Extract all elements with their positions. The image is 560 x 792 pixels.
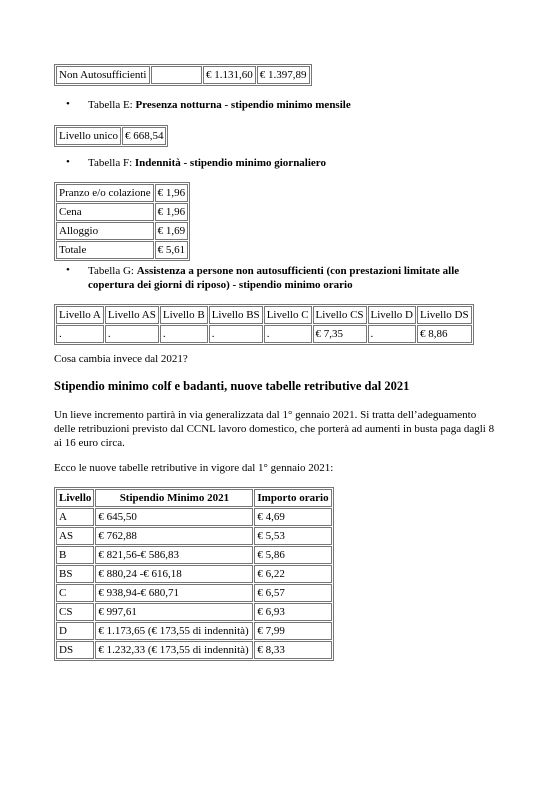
column-header: Livello A	[56, 306, 104, 324]
table-row	[56, 641, 332, 659]
table-row	[56, 584, 332, 602]
table-row	[56, 622, 332, 640]
table-g	[54, 304, 474, 345]
column-header: Livello B	[160, 306, 208, 324]
level-cell: C	[56, 584, 94, 602]
salary-cell: € 821,56-€ 586,83	[95, 546, 253, 564]
value-cell: € 1.131,60	[203, 66, 256, 84]
value-cell: € 1,96	[155, 203, 189, 221]
tables-intro-text: Ecco le nuove tabelle retributive in vigore dal 1° gennaio 2021:	[54, 462, 334, 474]
hourly-cell: € 6,57	[254, 584, 331, 602]
bullet-icon: •	[66, 264, 70, 276]
intro-line: ai 16 euro circa.	[54, 437, 125, 449]
bullet-prefix: Tabella F:	[88, 157, 135, 169]
row-label: Alloggio	[56, 222, 154, 240]
hourly-cell: € 6,93	[254, 603, 331, 621]
non-autosufficienti-table	[54, 64, 312, 86]
row-label: Non Autosufficienti	[56, 66, 150, 84]
level-cell: B	[56, 546, 94, 564]
table-row	[56, 127, 166, 145]
value-cell: € 7,35	[313, 325, 367, 343]
table-row	[56, 222, 188, 240]
table-f	[54, 182, 190, 261]
column-header: Livello AS	[105, 306, 159, 324]
bullet-bold: Assistenza a persone non autosufficienti (con prestazioni limitate alle copertura dei giorni di riposo) - stipendio minimo orario	[88, 265, 460, 291]
bullet-prefix: Tabella G:	[88, 265, 137, 277]
section-heading: Stipendio minimo colf e badanti, nuove tabelle retributive dal 2021	[54, 379, 410, 393]
value-cell: .	[160, 325, 208, 343]
table-row	[56, 203, 188, 221]
column-header: Livello	[56, 489, 94, 507]
salary-cell: € 1.232,33 (€ 173,55 di indennità)	[95, 641, 253, 659]
level-cell: DS	[56, 641, 94, 659]
table-header-row	[56, 306, 472, 324]
salary-cell: € 645,50	[95, 508, 253, 526]
column-header: Livello D	[368, 306, 416, 324]
bullet-icon: •	[66, 156, 70, 168]
value-cell: .	[264, 325, 312, 343]
value-cell: € 1,69	[155, 222, 189, 240]
value-cell: .	[368, 325, 416, 343]
table-row	[56, 603, 332, 621]
salary-cell: € 1.173,65 (€ 173,55 di indennità)	[95, 622, 253, 640]
table-row	[56, 508, 332, 526]
hourly-cell: € 4,69	[254, 508, 331, 526]
bullet-bold: Presenza notturna - stipendio minimo mensile	[135, 99, 351, 111]
column-header: Livello CS	[313, 306, 367, 324]
table-row	[56, 325, 472, 343]
hourly-cell: € 5,53	[254, 527, 331, 545]
table-row	[56, 527, 332, 545]
column-header: Livello DS	[417, 306, 472, 324]
question-text: Cosa cambia invece dal 2021?	[54, 353, 188, 365]
level-cell: BS	[56, 565, 94, 583]
table-row	[56, 546, 332, 564]
salary-cell: € 762,88	[95, 527, 253, 545]
value-cell: € 5,61	[155, 241, 189, 259]
column-header: Livello BS	[209, 306, 263, 324]
hourly-cell: € 5,86	[254, 546, 331, 564]
value-cell: € 1.397,89	[257, 66, 310, 84]
hourly-cell: € 7,99	[254, 622, 331, 640]
value-cell: .	[105, 325, 159, 343]
row-label: Livello unico	[56, 127, 121, 145]
table-row	[56, 565, 332, 583]
table-row	[56, 66, 310, 84]
table-header-row	[56, 489, 332, 507]
level-cell: CS	[56, 603, 94, 621]
empty-cell	[151, 66, 202, 84]
bullet-bold: Indennità - stipendio minimo giornaliero	[134, 157, 326, 169]
column-header: Importo orario	[254, 489, 331, 507]
value-cell: € 668,54	[122, 127, 167, 145]
level-cell: A	[56, 508, 94, 526]
intro-line: delle retribuzioni previsto dal CCNL lavoro domestico, che porterà ad aumenti in busta paga dagli 8	[54, 423, 495, 435]
row-label: Pranzo e/o colazione	[56, 184, 154, 202]
intro-paragraph	[54, 408, 514, 450]
intro-line: Un lieve incremento partirà in via generalizzata dal 1° gennaio 2021. Si tratta dell’adeguamento	[54, 409, 477, 421]
value-cell: € 8,86	[417, 325, 472, 343]
value-cell: .	[56, 325, 104, 343]
level-cell: AS	[56, 527, 94, 545]
value-cell: .	[209, 325, 263, 343]
column-header: Stipendio Minimo 2021	[95, 489, 253, 507]
hourly-cell: € 8,33	[254, 641, 331, 659]
salary-cell: € 997,61	[95, 603, 253, 621]
table-row	[56, 241, 188, 259]
table-row	[56, 184, 188, 202]
row-label: Totale	[56, 241, 154, 259]
bullet-prefix: Tabella E:	[88, 99, 136, 111]
salary-cell: € 938,94-€ 680,71	[95, 584, 253, 602]
bullet-icon: •	[66, 98, 70, 110]
column-header: Livello C	[264, 306, 312, 324]
table-e	[54, 125, 168, 147]
level-cell: D	[56, 622, 94, 640]
table-2021	[54, 487, 334, 661]
hourly-cell: € 6,22	[254, 565, 331, 583]
value-cell: € 1,96	[155, 184, 189, 202]
row-label: Cena	[56, 203, 154, 221]
salary-cell: € 880,24 -€ 616,18	[95, 565, 253, 583]
